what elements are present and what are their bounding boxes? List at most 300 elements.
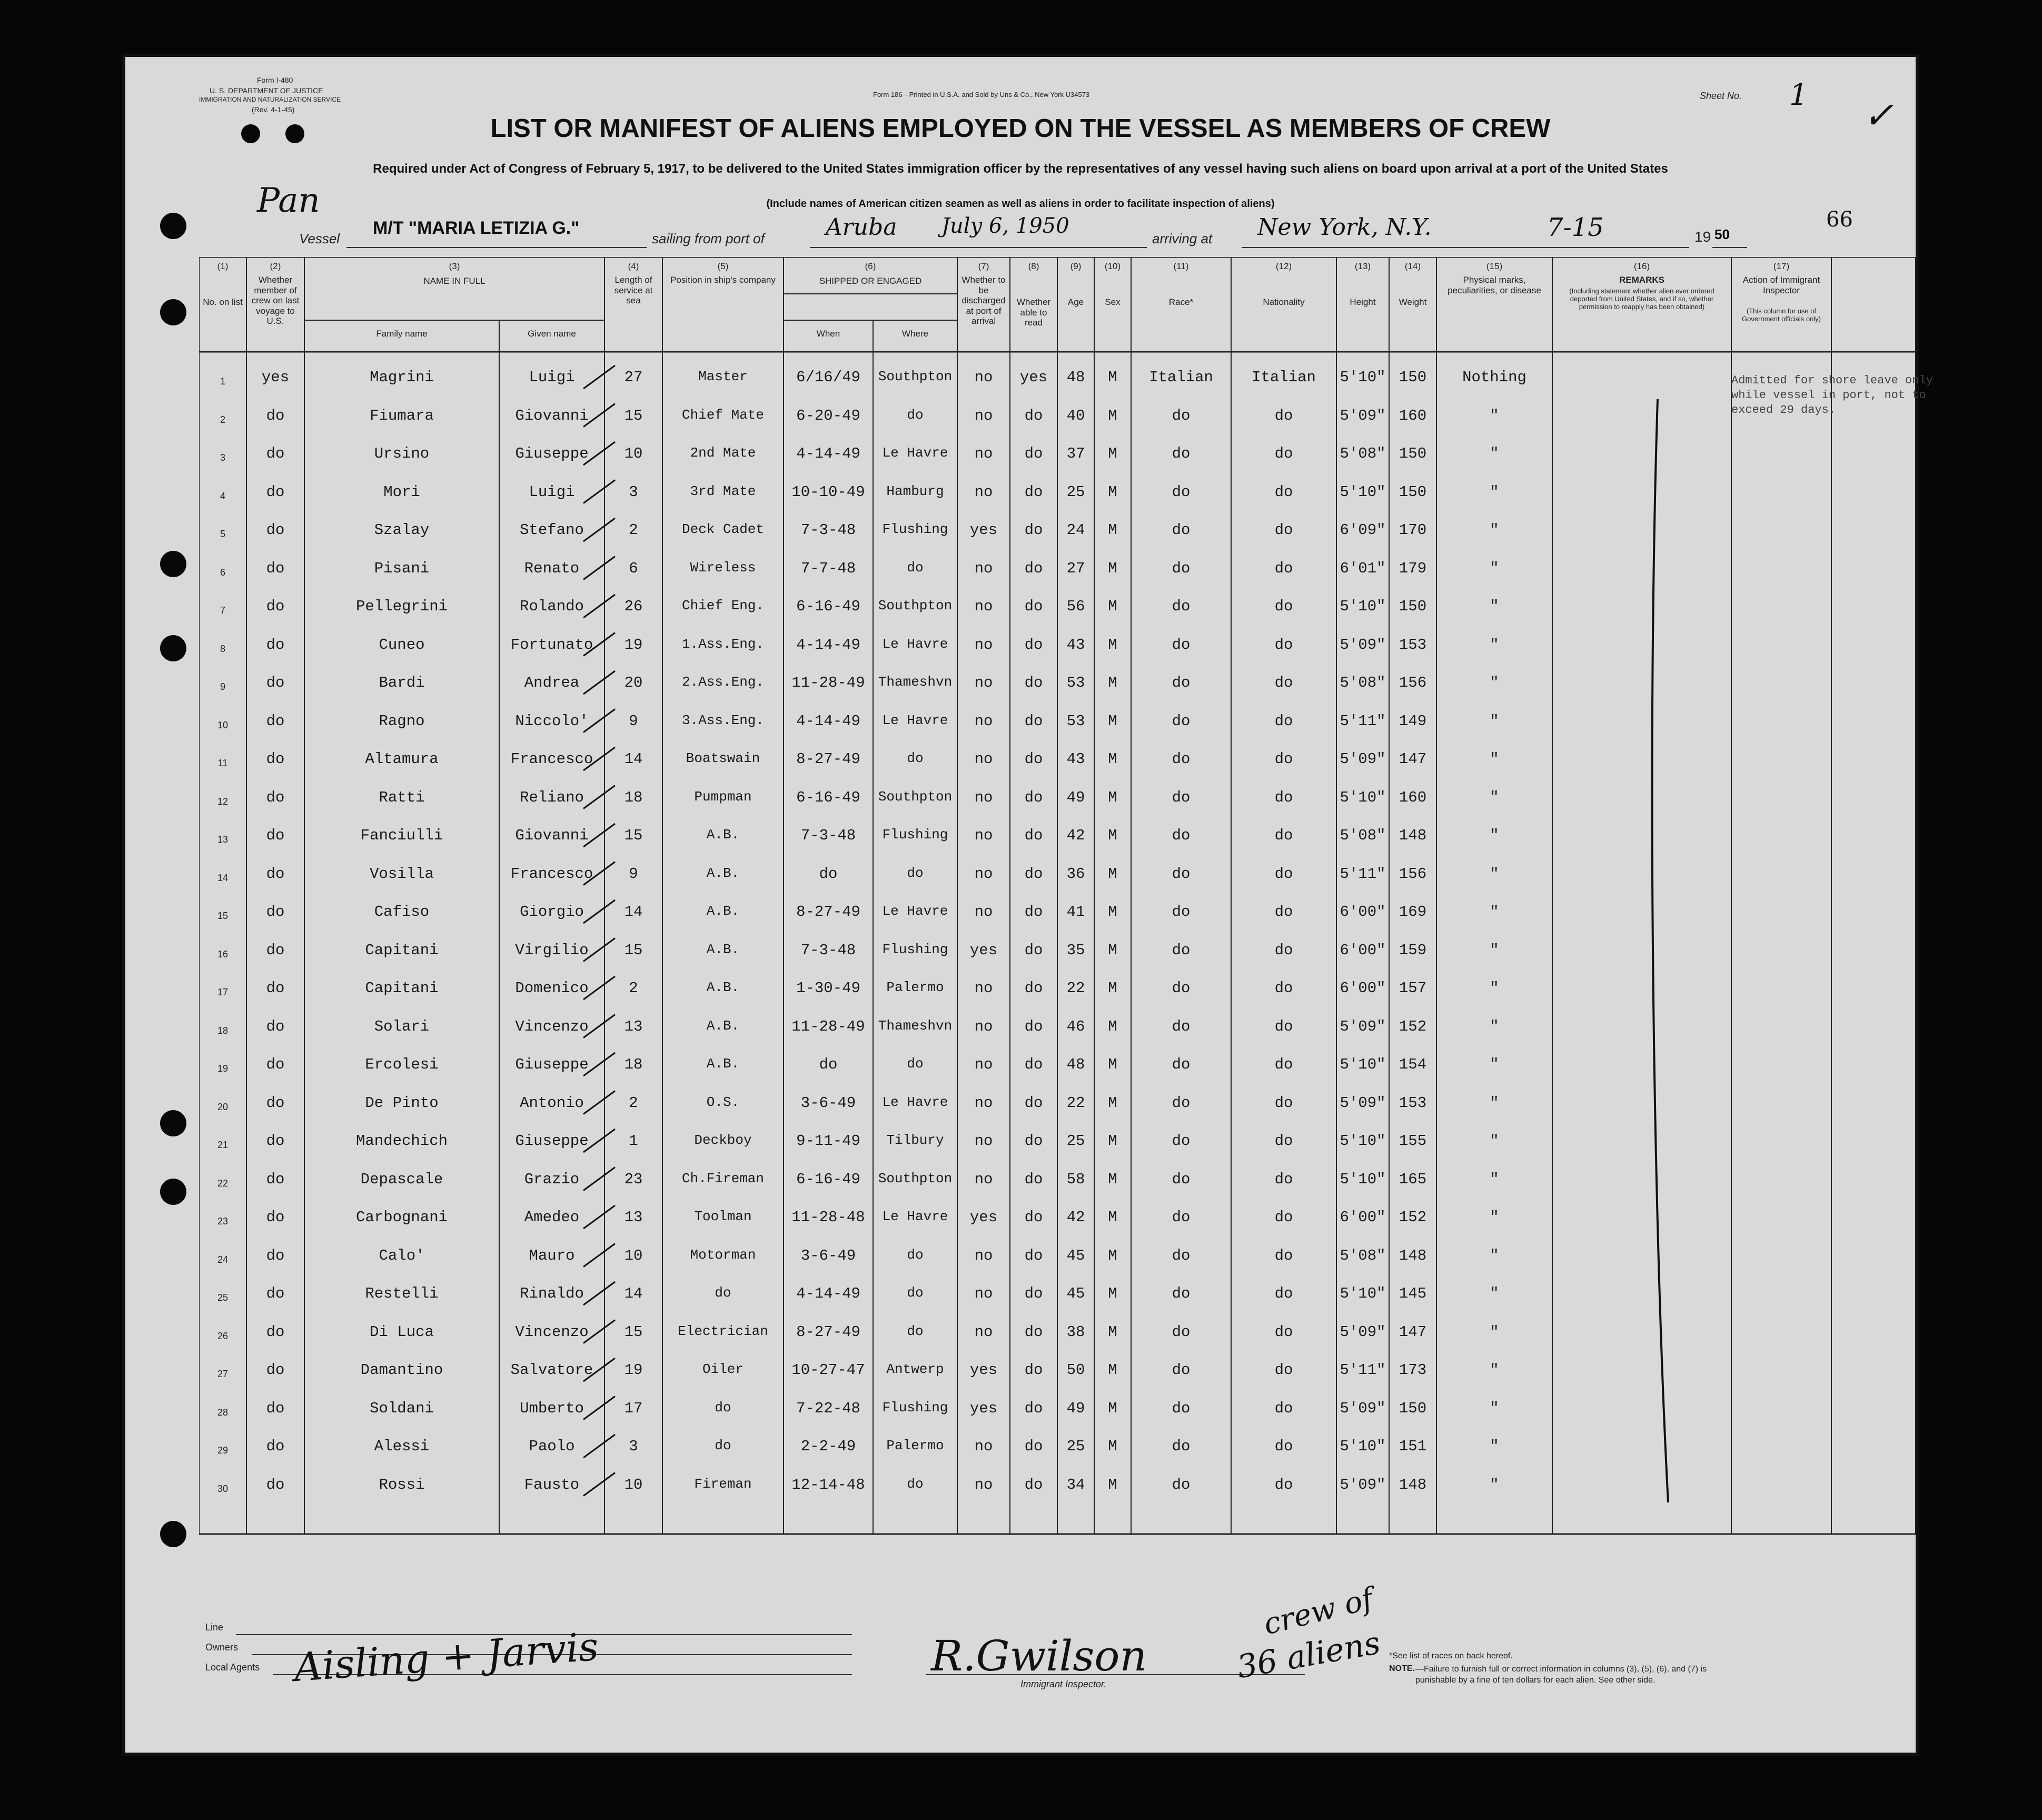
- height: 5'08": [1340, 674, 1386, 691]
- given-name: Mauro: [529, 1247, 575, 1264]
- sex: M: [1108, 980, 1117, 997]
- position: do: [715, 1285, 731, 1301]
- nationality: do: [1274, 1094, 1293, 1112]
- able-to-read: do: [1024, 827, 1043, 844]
- sex: M: [1108, 827, 1117, 844]
- subheader-where: Where: [901, 329, 929, 339]
- column-header: Nationality: [1263, 297, 1305, 307]
- position: Chief Eng.: [681, 598, 765, 614]
- column-header: Length of service at sea: [614, 275, 653, 306]
- row-number: 30: [217, 1483, 229, 1494]
- sex: M: [1108, 1017, 1117, 1035]
- given-name: Grazio: [524, 1170, 580, 1188]
- weight: 165: [1399, 1170, 1427, 1188]
- race: do: [1172, 903, 1191, 921]
- able-to-read: do: [1024, 980, 1043, 997]
- able-to-read: do: [1024, 1017, 1043, 1035]
- shipped-when: 7-7-48: [800, 559, 856, 577]
- table-row: [199, 1400, 1916, 1438]
- sex: M: [1108, 941, 1117, 959]
- family-name: Capitani: [365, 941, 439, 959]
- table-row: [199, 369, 1916, 407]
- column-header: Sex: [1105, 297, 1121, 307]
- shipped-where: Southpton: [878, 788, 953, 805]
- service-length: 15: [624, 407, 643, 424]
- form-id: Form I-480: [257, 76, 293, 84]
- able-to-read: do: [1024, 750, 1043, 768]
- race: do: [1172, 1170, 1191, 1188]
- position: 2.Ass.Eng.: [681, 674, 765, 690]
- row-number: 26: [217, 1330, 229, 1341]
- table-row: [199, 560, 1916, 598]
- able-to-read: do: [1024, 483, 1043, 501]
- crew-last-voyage: do: [266, 788, 285, 806]
- physical-marks: ": [1490, 1323, 1499, 1341]
- shipped-when: 4-14-49: [796, 445, 860, 462]
- sex: M: [1108, 1323, 1117, 1341]
- position: 3rd Mate: [690, 483, 756, 499]
- row-number: 12: [217, 796, 229, 807]
- shipped-where: Le Havre: [882, 445, 948, 461]
- year-prefix: 19: [1694, 229, 1711, 245]
- service-length: 1: [629, 1132, 638, 1150]
- sex: M: [1108, 598, 1117, 615]
- race: do: [1172, 865, 1191, 883]
- race: do: [1172, 1438, 1191, 1455]
- nationality: do: [1274, 636, 1293, 654]
- race: do: [1172, 788, 1191, 806]
- physical-marks: ": [1490, 903, 1499, 921]
- service-length: 17: [624, 1399, 643, 1417]
- weight: 160: [1399, 407, 1427, 424]
- stamp-number: 66: [1826, 207, 1853, 232]
- nationality: do: [1274, 903, 1293, 921]
- row-number: 1: [220, 376, 225, 387]
- table-row: [199, 407, 1916, 446]
- able-to-read: yes: [1019, 369, 1048, 386]
- discharged: no: [974, 369, 993, 386]
- service-length: 14: [624, 1285, 643, 1302]
- race: do: [1172, 1323, 1191, 1341]
- crew-table: [199, 257, 1933, 1626]
- service-length: 15: [624, 827, 643, 844]
- table-row: [199, 750, 1916, 789]
- service-length: 2: [629, 521, 638, 539]
- row-number: 2: [220, 414, 225, 425]
- weight: 148: [1399, 1476, 1427, 1493]
- weight: 159: [1399, 941, 1427, 959]
- line-label: Line: [205, 1622, 224, 1633]
- race: do: [1172, 483, 1191, 501]
- service-length: 3: [629, 1438, 638, 1455]
- given-name: Luigi: [529, 483, 575, 501]
- given-name: Giuseppe: [515, 445, 589, 462]
- family-name: Pellegrini: [355, 598, 448, 615]
- position: Motorman: [690, 1247, 756, 1263]
- crew-count-note-1: crew of: [1260, 1581, 1377, 1642]
- weight: 150: [1399, 483, 1427, 501]
- check-mark: ✓: [1863, 94, 1894, 137]
- weight: 153: [1399, 1094, 1427, 1112]
- subheader-given-name: Given name: [528, 329, 576, 339]
- shipped-where: Southpton: [878, 598, 953, 614]
- shipped-where: Hamburg: [886, 483, 944, 499]
- arrival-port: New York, N.Y.: [1257, 214, 1432, 241]
- row-number: 10: [217, 719, 229, 730]
- nationality: do: [1274, 865, 1293, 883]
- crew-last-voyage: do: [266, 1017, 285, 1035]
- given-name: Domenico: [515, 980, 589, 997]
- local-agents-signature: Aisling + Jarvis: [292, 1624, 600, 1691]
- physical-marks: ": [1490, 1285, 1499, 1302]
- crew-last-voyage: do: [266, 598, 285, 615]
- shipped-when: 2-2-49: [800, 1438, 856, 1455]
- column-header: No. on list: [203, 297, 243, 307]
- height: 6'00": [1340, 941, 1386, 959]
- height: 5'08": [1340, 827, 1386, 844]
- age: 36: [1066, 865, 1085, 883]
- shipped-where: Flushing: [882, 827, 948, 843]
- age: 48: [1066, 1056, 1085, 1073]
- physical-marks: ": [1490, 941, 1499, 959]
- crew-last-voyage: yes: [261, 369, 290, 386]
- weight: 149: [1399, 712, 1427, 730]
- age: 53: [1066, 674, 1085, 691]
- discharged: no: [974, 903, 993, 921]
- table-row: [199, 445, 1916, 483]
- column-number: (4): [628, 261, 639, 271]
- arriving-label: arriving at: [1152, 231, 1213, 246]
- discharged: no: [974, 1132, 993, 1150]
- discharged: no: [974, 980, 993, 997]
- position: Boatswain: [686, 750, 760, 766]
- physical-marks: ": [1490, 980, 1499, 997]
- row-number: 20: [217, 1101, 229, 1112]
- service-length: 2: [629, 980, 638, 997]
- able-to-read: do: [1024, 1056, 1043, 1073]
- shipped-when: 6-16-49: [796, 1170, 860, 1188]
- family-name: Calo': [379, 1247, 425, 1264]
- race: do: [1172, 1399, 1191, 1417]
- shipped-when: 11-28-49: [791, 1017, 865, 1035]
- subheader-family-name: Family name: [376, 329, 428, 339]
- row-number: 13: [217, 834, 229, 845]
- row-number: 15: [217, 911, 229, 921]
- table-row: [199, 1094, 1916, 1133]
- position: Deckboy: [694, 1132, 752, 1148]
- nationality: do: [1274, 1476, 1293, 1493]
- discharged: no: [974, 712, 993, 730]
- discharged: no: [974, 1247, 993, 1264]
- service-length: 19: [624, 636, 643, 654]
- physical-marks: ": [1490, 407, 1499, 424]
- discharged: no: [974, 445, 993, 462]
- age: 38: [1066, 1323, 1085, 1341]
- height: 6'00": [1340, 1209, 1386, 1226]
- sex: M: [1108, 1476, 1117, 1493]
- weight: 147: [1399, 1323, 1427, 1341]
- nationality: do: [1274, 598, 1293, 615]
- row-number: 6: [220, 567, 225, 578]
- able-to-read: do: [1024, 1247, 1043, 1264]
- able-to-read: do: [1024, 674, 1043, 691]
- punch-hole: [160, 299, 186, 325]
- nationality: do: [1274, 941, 1293, 959]
- able-to-read: do: [1024, 1438, 1043, 1455]
- family-name: Mandechich: [355, 1132, 448, 1150]
- height: 5'09": [1340, 750, 1386, 768]
- crew-last-voyage: do: [266, 712, 285, 730]
- discharged: no: [974, 1476, 993, 1493]
- service-length: 3: [629, 483, 638, 501]
- weight: 154: [1399, 1056, 1427, 1073]
- given-name: Andrea: [524, 674, 580, 691]
- able-to-read: do: [1024, 1361, 1043, 1379]
- shipped-when: 6-16-49: [796, 788, 860, 806]
- manifest-sheet: [125, 57, 1933, 1753]
- given-name: Paolo: [529, 1438, 575, 1455]
- weight: 145: [1399, 1285, 1427, 1302]
- position: Pumpman: [694, 788, 752, 805]
- position: A.B.: [706, 903, 740, 919]
- weight: 148: [1399, 827, 1427, 844]
- year-value: 50: [1714, 226, 1730, 242]
- shipped-where: do: [907, 1285, 924, 1301]
- table-row: [199, 521, 1916, 560]
- age: 41: [1066, 903, 1085, 921]
- race: do: [1172, 559, 1191, 577]
- service-length: 14: [624, 903, 643, 921]
- able-to-read: do: [1024, 407, 1043, 424]
- family-name: Solari: [374, 1017, 430, 1035]
- crew-last-voyage: do: [266, 1476, 285, 1493]
- weight: 150: [1399, 445, 1427, 462]
- remarks-line-2: while vessel in port, not to: [1731, 389, 1926, 402]
- weight: 156: [1399, 865, 1427, 883]
- column-number: (6): [865, 261, 876, 271]
- physical-marks: Nothing: [1462, 369, 1526, 386]
- row-number: 8: [220, 643, 225, 654]
- position: A.B.: [706, 1056, 740, 1072]
- given-name: Francesco: [510, 865, 593, 883]
- position: A.B.: [706, 980, 740, 995]
- weight: 148: [1399, 1247, 1427, 1264]
- position: A.B.: [706, 865, 740, 881]
- height: 5'10": [1340, 483, 1386, 501]
- sheet-label: Sheet No.: [1700, 91, 1742, 101]
- races-note: *See list of races on back hereof.: [1389, 1651, 1513, 1660]
- crew-last-voyage: do: [266, 1285, 285, 1302]
- crew-last-voyage: do: [266, 903, 285, 921]
- able-to-read: do: [1024, 712, 1043, 730]
- column-header: NAME IN FULL: [423, 276, 485, 286]
- nationality: do: [1274, 1323, 1293, 1341]
- age: 49: [1066, 1399, 1085, 1417]
- crew-last-voyage: do: [266, 1361, 285, 1379]
- age: 49: [1066, 788, 1085, 806]
- service-length: 13: [624, 1209, 643, 1226]
- column-header: Age: [1067, 297, 1084, 307]
- nationality: do: [1274, 750, 1293, 768]
- family-name: Ercolesi: [365, 1056, 439, 1073]
- table-row: [199, 827, 1916, 865]
- inspector-label: Immigrant Inspector.: [1020, 1679, 1107, 1689]
- shipped-when: 10-10-49: [791, 483, 865, 501]
- row-number: 25: [217, 1292, 229, 1303]
- given-name: Amedeo: [524, 1209, 580, 1226]
- weight: 179: [1399, 559, 1427, 577]
- margin-note: Pan: [257, 181, 320, 220]
- shipped-where: Southpton: [878, 369, 953, 384]
- given-name: Giuseppe: [515, 1132, 589, 1150]
- physical-marks: ": [1490, 1476, 1499, 1493]
- row-number: 9: [220, 681, 225, 692]
- discharged: no: [974, 788, 993, 806]
- physical-marks: ": [1490, 1017, 1499, 1035]
- discharged: yes: [969, 1361, 998, 1379]
- row-number: 11: [217, 758, 228, 768]
- crew-last-voyage: do: [266, 674, 285, 691]
- crew-last-voyage: do: [266, 865, 285, 883]
- row-number: 3: [220, 452, 225, 463]
- nationality: do: [1274, 1170, 1293, 1188]
- vessel-name: M/T "MARIA LETIZIA G.": [373, 218, 580, 238]
- given-name: Antonio: [520, 1094, 584, 1112]
- height: 5'10": [1340, 1170, 1386, 1188]
- nationality: do: [1274, 1247, 1293, 1264]
- weight: 150: [1399, 598, 1427, 615]
- age: 40: [1066, 407, 1085, 424]
- shipped-when: 3-6-49: [800, 1247, 856, 1264]
- height: 5'09": [1340, 1399, 1386, 1417]
- shipped-where: Le Havre: [882, 903, 948, 919]
- service-length: 20: [624, 674, 643, 691]
- position: Fireman: [694, 1476, 752, 1492]
- service-length: 19: [624, 1361, 643, 1379]
- position: Chief Mate: [681, 407, 765, 423]
- height: 5'11": [1340, 1361, 1386, 1379]
- nationality: do: [1274, 712, 1293, 730]
- shipped-where: do: [907, 1323, 924, 1339]
- shipped-when: 10-27-47: [791, 1361, 865, 1379]
- position: Ch.Fireman: [681, 1170, 765, 1186]
- family-name: Depascale: [360, 1170, 443, 1188]
- age: 22: [1066, 1094, 1085, 1112]
- nationality: do: [1274, 1399, 1293, 1417]
- family-name: Capitani: [365, 980, 439, 997]
- discharged: yes: [969, 521, 998, 539]
- column-header: SHIPPED OR ENGAGED: [819, 276, 922, 286]
- weight: 152: [1399, 1017, 1427, 1035]
- service-length: 6: [629, 559, 638, 577]
- punch-hole: [160, 1521, 186, 1547]
- sex: M: [1108, 1209, 1117, 1226]
- table-row: [199, 598, 1916, 636]
- shipped-where: do: [907, 865, 924, 881]
- column-header: Action of Immigrant Inspector: [1742, 275, 1820, 295]
- age: 56: [1066, 598, 1085, 615]
- row-number: 19: [217, 1063, 229, 1074]
- service-length: 10: [624, 1247, 643, 1264]
- service-length: 23: [624, 1170, 643, 1188]
- owners-label: Owners: [205, 1642, 239, 1653]
- physical-marks: ": [1490, 1209, 1499, 1226]
- shipped-where: Flushing: [882, 521, 948, 537]
- crew-count-note-2: 36 aliens: [1234, 1624, 1383, 1686]
- age: 34: [1066, 1476, 1085, 1493]
- age: 48: [1066, 369, 1085, 386]
- sex: M: [1108, 636, 1117, 654]
- service-length: 18: [624, 788, 643, 806]
- given-name: Stefano: [520, 521, 584, 539]
- crew-last-voyage: do: [266, 445, 285, 462]
- sex: M: [1108, 903, 1117, 921]
- race: do: [1172, 1017, 1191, 1035]
- race: do: [1172, 1361, 1191, 1379]
- race: do: [1172, 407, 1191, 424]
- race: do: [1172, 1209, 1191, 1226]
- crew-last-voyage: do: [266, 559, 285, 577]
- shipped-when: 11-28-48: [791, 1209, 865, 1226]
- given-name: Salvatore: [510, 1361, 593, 1379]
- age: 42: [1066, 827, 1085, 844]
- shipped-where: do: [907, 1247, 924, 1263]
- column-header: Whether able to read: [1016, 297, 1051, 328]
- discharged: yes: [969, 941, 998, 959]
- discharged: yes: [969, 1209, 998, 1226]
- race: do: [1172, 674, 1191, 691]
- family-name: Soldani: [370, 1399, 434, 1417]
- shipped-where: Tilbury: [886, 1132, 944, 1148]
- age: 43: [1066, 636, 1085, 654]
- physical-marks: ": [1490, 1247, 1499, 1264]
- nationality: do: [1274, 1361, 1293, 1379]
- family-name: Ragno: [379, 712, 425, 730]
- weight: 151: [1399, 1438, 1427, 1455]
- given-name: Rinaldo: [520, 1285, 584, 1302]
- nationality: do: [1274, 559, 1293, 577]
- service-length: 14: [624, 750, 643, 768]
- weight: 147: [1399, 750, 1427, 768]
- able-to-read: do: [1024, 636, 1043, 654]
- able-to-read: do: [1024, 1399, 1043, 1417]
- age: 24: [1066, 521, 1085, 539]
- discharged: no: [974, 865, 993, 883]
- shipped-where: Antwerp: [886, 1361, 944, 1377]
- shipped-where: Le Havre: [882, 712, 948, 728]
- shipped-when: 7-3-48: [800, 941, 856, 959]
- position: A.B.: [706, 1017, 740, 1034]
- physical-marks: ": [1490, 483, 1499, 501]
- height: 5'10": [1340, 1285, 1386, 1302]
- note-text: —Failure to furnish full or correct information in columns (3), (5), (6), and (7) is punishable by a fine of ten dollars for each alien. See other side.: [1415, 1665, 1707, 1685]
- column-number: (14): [1404, 261, 1421, 271]
- position: O.S.: [706, 1094, 740, 1110]
- shipped-when: 4-14-49: [796, 1285, 860, 1302]
- column-number: (9): [1070, 261, 1082, 271]
- physical-marks: ": [1490, 1094, 1499, 1112]
- service-length: 10: [624, 1476, 643, 1493]
- column-header: Height: [1350, 297, 1376, 307]
- family-name: Fiumara: [370, 407, 434, 424]
- discharged: no: [974, 1170, 993, 1188]
- column-header: Weight: [1399, 297, 1427, 307]
- agents-label: Local Agents: [205, 1662, 260, 1673]
- table-row: [199, 636, 1916, 675]
- given-name: Vincenzo: [515, 1017, 589, 1035]
- family-name: Vosilla: [370, 865, 434, 883]
- given-name: Vincenzo: [515, 1323, 589, 1341]
